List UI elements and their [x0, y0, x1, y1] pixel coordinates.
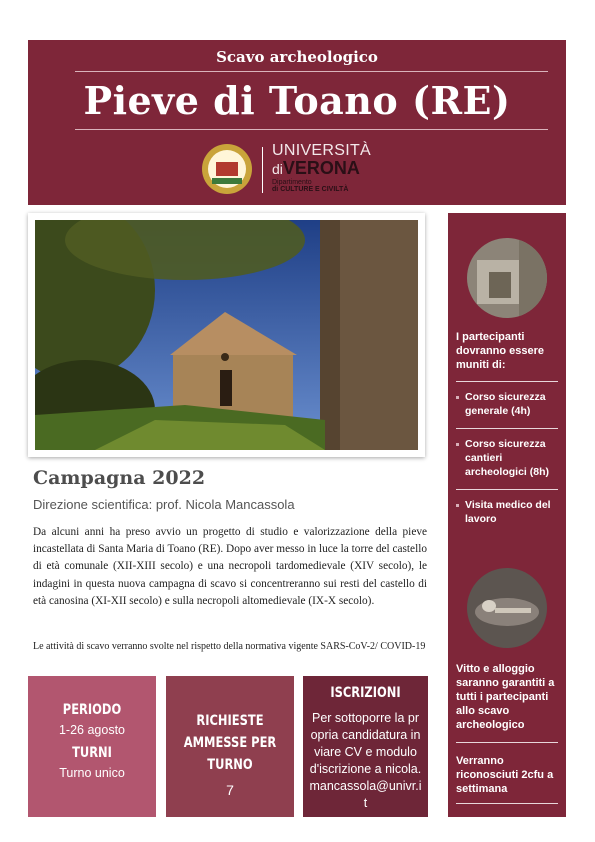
excavation-photo-1 — [467, 238, 547, 318]
campaign-heading: Campagna 2022 — [33, 467, 206, 489]
requirement-item-label: Corso sicurezza generale (4h) — [465, 391, 546, 417]
sidebar-divider — [456, 381, 558, 382]
requirement-item-label: Visita medico del lavoro — [465, 499, 551, 525]
shifts-heading: TURNI — [72, 745, 112, 761]
logo-line-4-name: CULTURE E CIVILTÀ — [280, 186, 349, 193]
period-box — [28, 676, 156, 817]
requirement-item — [456, 437, 560, 479]
covid-note: Le attività di scavo verranno svolte nel rispetto della normativa vigente SARS-CoV-2/ COVID-19 — [33, 641, 426, 652]
requests-heading: RICHIESTE AMMESSE PER TURNO — [183, 713, 277, 773]
requirement-item — [456, 498, 560, 526]
sidebar-divider — [456, 803, 558, 804]
requests-value: 7 — [226, 782, 234, 798]
registration-box — [303, 676, 428, 817]
logo-line-2-name: VERONA — [282, 158, 360, 178]
header-banner — [28, 40, 566, 205]
requirement-item — [456, 390, 560, 418]
registration-heading: ISCRIZIONI — [330, 685, 401, 701]
university-seal-icon — [202, 144, 252, 194]
sidebar-divider — [456, 428, 558, 429]
scientific-direction: Direzione scientifica: prof. Nicola Mancassola — [33, 497, 295, 512]
header-kicker: Scavo archeologico — [216, 48, 378, 66]
sidebar-divider — [456, 489, 558, 490]
accommodation-text: Vitto e alloggio saranno garantiti a tutti i partecipanti allo scavo archeologico — [456, 663, 555, 731]
requirement-item-label: Corso sicurezza cantieri archeologici (8h) — [465, 438, 550, 478]
header-rule-bottom — [75, 129, 548, 130]
excavation-photo-2 — [467, 568, 547, 648]
university-name — [272, 143, 371, 193]
logo-line-2 — [272, 159, 371, 177]
logo-line-1: UNIVERSITÀ — [272, 142, 372, 159]
sidebar-divider — [456, 742, 558, 743]
university-logo — [202, 143, 392, 199]
credits-text: Verranno riconosciuti 2cfu a settimana — [456, 755, 554, 795]
logo-line-4 — [272, 186, 371, 193]
page-title: Pieve di Toano (RE) — [83, 78, 511, 123]
logo-divider — [262, 147, 263, 193]
registration-text: Per sottoporre la propria candidatura inviare CV e modulo d'iscrizione a nicola.mancassola@univr.it — [309, 711, 422, 810]
requirements-lead: I partecipanti dovranno essere muniti di: — [456, 331, 545, 371]
church-photo-frame — [28, 213, 425, 457]
period-heading: PERIODO — [62, 702, 122, 718]
project-description: Da alcuni anni ha preso avvio un progetto di studio e valorizzazione della pieve incastellata di Santa Maria di Toano (RE). Dopo aver messo in luce la torre del castello di età comunale (XII-XIII secolo) e una necropoli tardomedievale (XIV secolo), le indagini in questa nuova campagna di scavo si concentreranno sui resti del castello di età canosina (XI-XII secolo) e sulla necropoli altomedievale (IX-X secolo). — [33, 526, 427, 607]
logo-line-2-di: di — [272, 161, 283, 177]
logo-line-3: Dipartimento — [272, 179, 312, 186]
church-photo — [35, 220, 418, 450]
shifts-value: Turno unico — [59, 766, 125, 780]
requests-box — [166, 676, 294, 817]
logo-line-4-di: di — [272, 186, 279, 193]
requirements-sidebar — [448, 213, 566, 817]
header-rule-top — [75, 71, 548, 72]
period-value: 1-26 agosto — [58, 723, 126, 737]
